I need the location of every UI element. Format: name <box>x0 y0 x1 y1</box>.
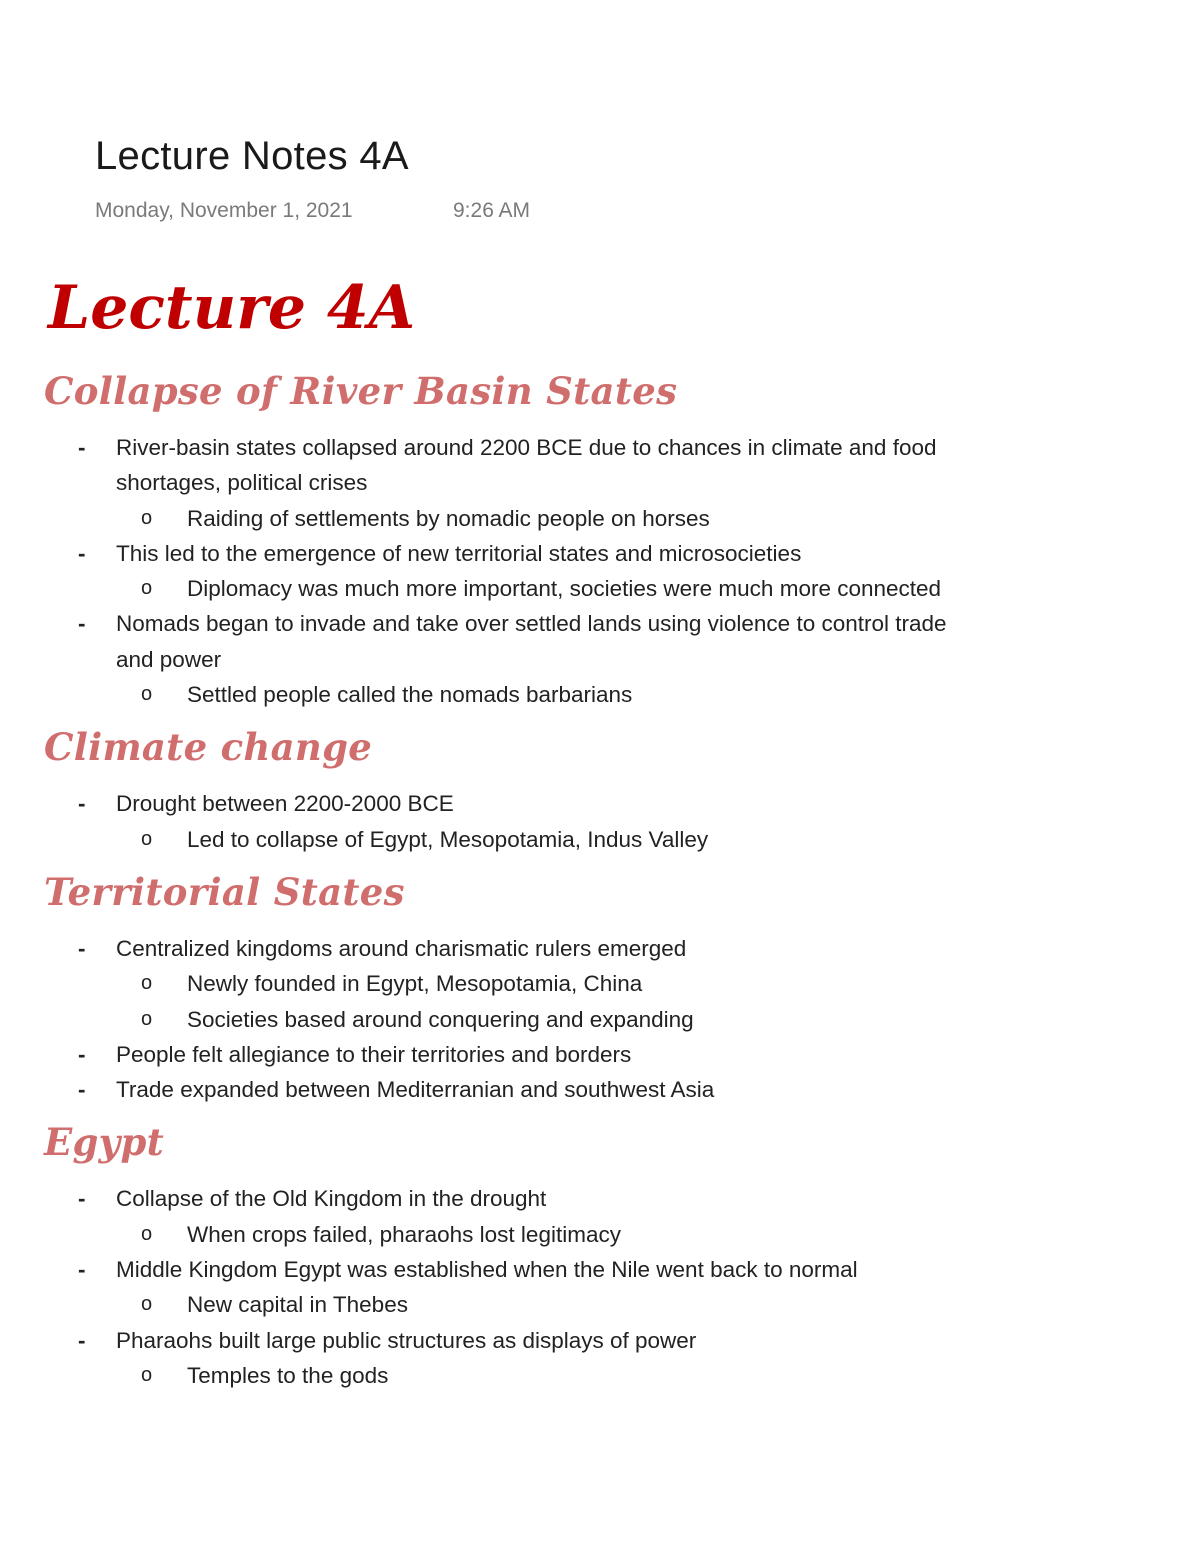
sub-bullet-item <box>0 571 957 606</box>
circle-bullet-icon: o <box>141 972 153 995</box>
section-heading: Climate change <box>44 725 373 770</box>
bullet-item <box>0 606 956 677</box>
bullet-text: People felt allegiance to their territories and borders <box>116 1041 632 1067</box>
bullet-text: Trade expanded between Mediterranian and southwest Asia <box>116 1077 715 1103</box>
section <box>0 358 1200 714</box>
sub-bullet-text: Led to collapse of Egypt, Mesopotamia, Indus Valley <box>187 826 709 852</box>
dash-bullet-icon: - <box>78 935 86 961</box>
dash-bullet-icon: - <box>78 1186 86 1212</box>
circle-bullet-icon: o <box>141 1363 153 1386</box>
sub-bullet-text: Societies based around conquering and expanding <box>187 1006 694 1032</box>
note-time: 9:26 AM <box>453 199 531 222</box>
sub-bullet-text: New capital in Thebes <box>187 1292 408 1318</box>
bullet-list <box>0 931 1200 1109</box>
circle-bullet-icon: o <box>141 506 153 529</box>
bullet-list <box>0 786 1200 859</box>
sub-bullet-item <box>0 1358 957 1393</box>
sub-bullet-item <box>0 1002 957 1037</box>
dash-bullet-icon: - <box>78 1077 86 1103</box>
bullet-text: Drought between 2200-2000 BCE <box>116 791 454 817</box>
section <box>0 714 1200 859</box>
dash-bullet-icon: - <box>78 611 86 637</box>
bullet-item <box>0 430 956 501</box>
section <box>0 1109 1200 1395</box>
sub-bullet-text: Settled people called the nomads barbarians <box>187 682 633 708</box>
page-title: Lecture Notes 4A <box>95 134 409 178</box>
dash-bullet-icon: - <box>78 791 86 817</box>
note-date: Monday, November 1, 2021 <box>95 199 353 222</box>
dash-bullet-icon: - <box>78 1257 86 1283</box>
bullet-text: This led to the emergence of new territorial states and microsocieties <box>116 540 802 566</box>
bullet-item <box>0 1072 956 1107</box>
main-heading: Lecture 4A <box>48 273 416 343</box>
circle-bullet-icon: o <box>141 1007 153 1030</box>
bullet-item <box>0 536 956 571</box>
circle-bullet-icon: o <box>141 1222 153 1245</box>
sub-bullet-item <box>0 1217 957 1252</box>
bullet-list <box>0 1181 1200 1395</box>
bullet-item <box>0 931 956 966</box>
sections-container <box>0 358 1200 1395</box>
bullet-text: Centralized kingdoms around charismatic rulers emerged <box>116 935 687 961</box>
section-heading: Territorial States <box>44 869 405 914</box>
bullet-item <box>0 1252 956 1287</box>
circle-bullet-icon: o <box>141 683 153 706</box>
bullet-text: River-basin states collapsed around 2200 BCE due to chances in climate and food shortages, political crises <box>116 435 937 496</box>
sub-bullet-item <box>0 1287 957 1322</box>
note-body <box>0 262 1200 1432</box>
section <box>0 859 1200 1109</box>
bullet-text: Nomads began to invade and take over settled lands using violence to control trade and power <box>116 611 947 672</box>
sub-bullet-text: Diplomacy was much more important, societies were much more connected <box>187 576 942 602</box>
bullet-text: Collapse of the Old Kingdom in the drought <box>116 1186 547 1212</box>
dash-bullet-icon: - <box>78 1041 86 1067</box>
bullet-list <box>0 430 1200 714</box>
section-heading: Egypt <box>44 1120 165 1165</box>
bullet-item <box>0 786 956 821</box>
bullet-item <box>0 1181 956 1216</box>
dash-bullet-icon: - <box>78 1327 86 1353</box>
circle-bullet-icon: o <box>141 827 153 850</box>
circle-bullet-icon: o <box>141 1293 153 1316</box>
dash-bullet-icon: - <box>78 435 86 460</box>
bullet-text: Pharaohs built large public structures as displays of power <box>116 1327 697 1353</box>
sub-bullet-text: Newly founded in Egypt, Mesopotamia, China <box>187 971 643 997</box>
sub-bullet-text: When crops failed, pharaohs lost legitimacy <box>187 1221 621 1247</box>
sub-bullet-text: Temples to the gods <box>187 1362 389 1388</box>
sub-bullet-item <box>0 966 957 1001</box>
bullet-item <box>0 1037 956 1072</box>
bullet-text: Middle Kingdom Egypt was established when the Nile went back to normal <box>116 1257 858 1283</box>
sub-bullet-text: Raiding of settlements by nomadic people on horses <box>187 505 710 531</box>
bullet-item <box>0 1323 956 1358</box>
sub-bullet-item <box>0 677 957 712</box>
circle-bullet-icon: o <box>141 577 153 600</box>
sub-bullet-item <box>0 501 957 536</box>
section-heading: Collapse of River Basin States <box>44 369 678 413</box>
dash-bullet-icon: - <box>78 540 86 566</box>
sub-bullet-item <box>0 822 957 857</box>
